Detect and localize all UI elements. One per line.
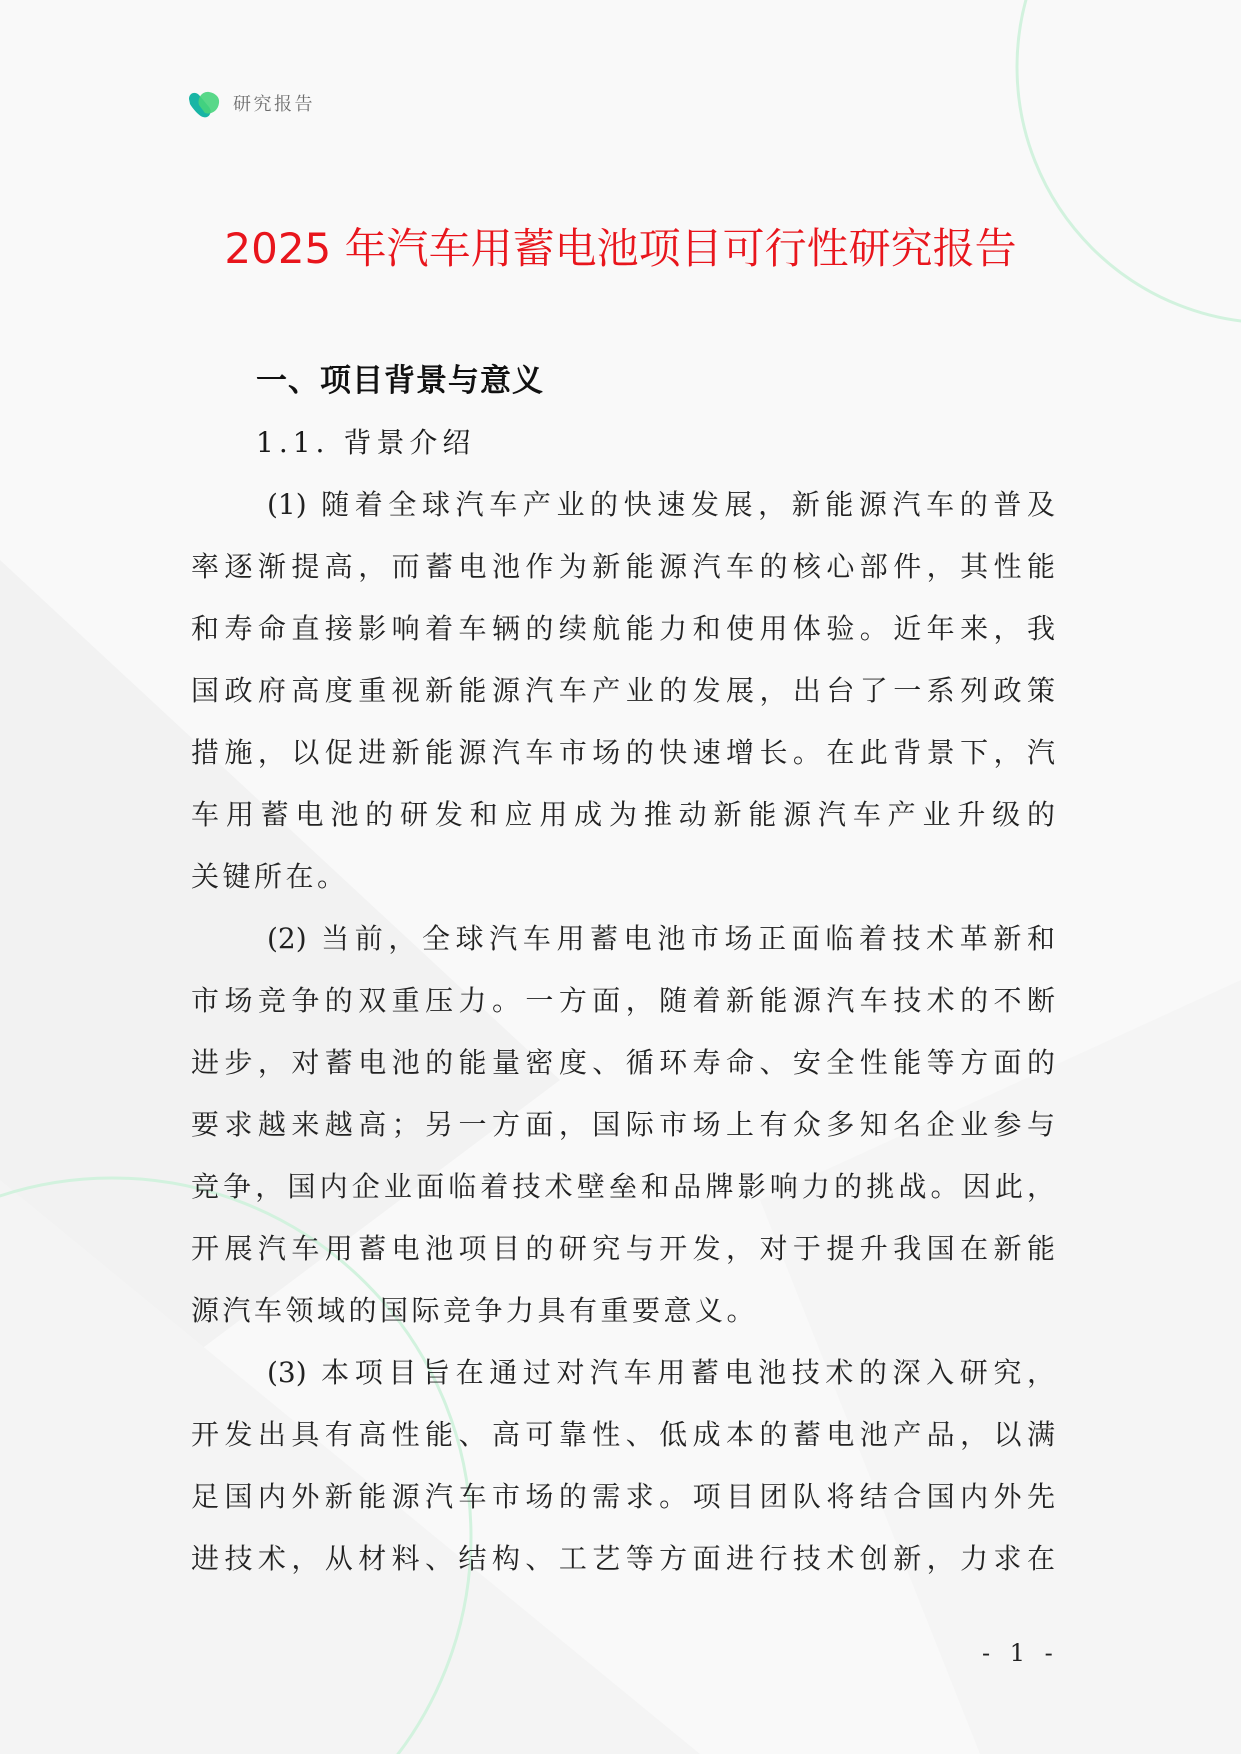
paragraph-line: 进技术，从材料、结构、工艺等方面进行技术创新，力求在 — [191, 1542, 1055, 1575]
leaf-logo-icon — [187, 89, 221, 121]
body-text — [191, 474, 1055, 1590]
paragraph-line: (1) 随着全球汽车产业的快速发展，新能源汽车的普及 — [267, 488, 1055, 521]
paragraph-2 — [191, 908, 1055, 1342]
paragraph-line: 源汽车领域的国际竞争力具有重要意义。 — [191, 1294, 759, 1327]
page-number: - 1 - — [982, 1639, 1059, 1667]
subsection-heading: 1.1. 背景介绍 — [256, 426, 476, 459]
paragraph-line: 开发出具有高性能、高可靠性、低成本的蓄电池产品，以满 — [191, 1418, 1055, 1451]
paragraph-line: 措施，以促进新能源汽车市场的快速增长。在此背景下，汽 — [191, 736, 1055, 769]
paragraph-line: (3) 本项目旨在通过对汽车用蓄电池技术的深入研究， — [267, 1356, 1055, 1389]
paragraph-line: 足国内外新能源汽车市场的需求。项目团队将结合国内外先 — [191, 1480, 1055, 1513]
paragraph-line: 进步，对蓄电池的能量密度、循环寿命、安全性能等方面的 — [191, 1046, 1055, 1079]
paragraph-1 — [191, 474, 1055, 908]
paragraph-line: (2) 当前，全球汽车用蓄电池市场正面临着技术革新和 — [267, 922, 1055, 955]
paragraph-line: 开展汽车用蓄电池项目的研究与开发，对于提升我国在新能 — [191, 1232, 1055, 1265]
paragraph-line: 车用蓄电池的研发和应用成为推动新能源汽车产业升级的 — [191, 798, 1055, 831]
paragraph-line: 率逐渐提高，而蓄电池作为新能源汽车的核心部件，其性能 — [191, 550, 1055, 583]
paragraph-3 — [191, 1342, 1055, 1590]
paragraph-line: 和寿命直接影响着车辆的续航能力和使用体验。近年来，我 — [191, 612, 1055, 645]
paragraph-line: 竞争，国内企业面临着技术壁垒和品牌影响力的挑战。因此， — [191, 1170, 1055, 1203]
document-title: 2025 年汽车用蓄电池项目可行性研究报告 — [224, 224, 1017, 273]
paragraph-line: 要求越来越高；另一方面，国际市场上有众多知名企业参与 — [191, 1108, 1055, 1141]
paragraph-line: 国政府高度重视新能源汽车产业的发展，出台了一系列政策 — [191, 674, 1055, 707]
section-heading: 一、项目背景与意义 — [256, 363, 544, 399]
paragraph-line: 关键所在。 — [191, 860, 349, 893]
paragraph-line: 市场竞争的双重压力。一方面，随着新能源汽车技术的不断 — [191, 984, 1055, 1017]
header-label: 研究报告 — [233, 94, 315, 115]
